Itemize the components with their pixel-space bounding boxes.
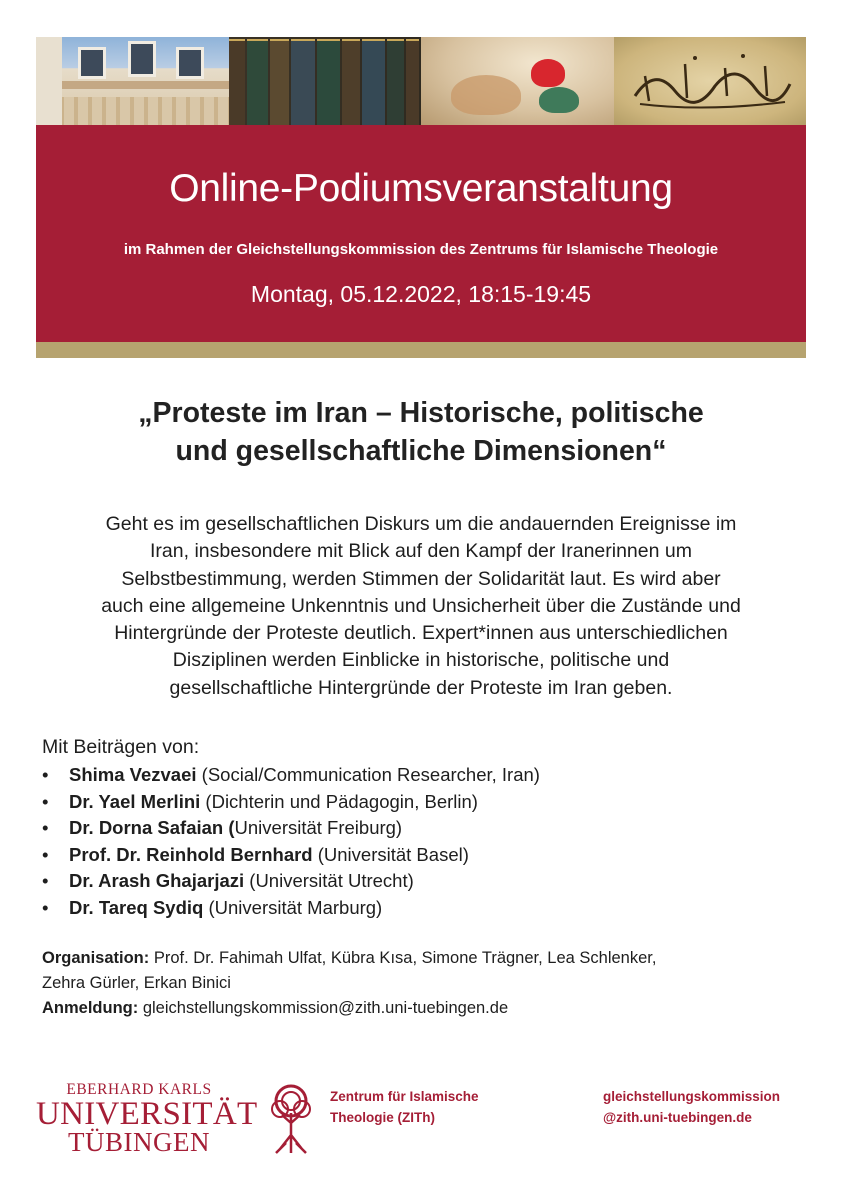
description-line: Iran, insbesondere mit Blick auf den Kampf der Iranerinnen um	[150, 540, 692, 563]
gold-divider-band	[36, 342, 806, 358]
tree-logo-icon	[268, 1083, 314, 1155]
contributors-heading: Mit Beiträgen von:	[42, 736, 200, 758]
speaker-item	[42, 895, 540, 922]
dervish-photo	[421, 37, 614, 125]
speaker-item	[42, 789, 540, 816]
university-logo-line: EBERHARD KARLS	[66, 1081, 212, 1098]
description-line: Hintergründe der Proteste deutlich. Expert*innen aus unterschiedlichen	[114, 622, 728, 645]
books-photo	[229, 37, 422, 125]
description-line: Geht es im gesellschaftlichen Diskurs um die andauernden Ereignisse im	[105, 513, 737, 535]
description-line: gesellschaftliche Hintergründe der Proteste im Iran geben.	[169, 676, 673, 699]
speaker-affiliation: (Dichterin und Pädagogin, Berlin)	[200, 790, 478, 812]
university-logo	[36, 1081, 258, 1157]
building-photo	[36, 37, 229, 125]
calligraphy-photo	[614, 37, 807, 125]
event-title	[40, 394, 802, 470]
event-description	[36, 511, 806, 702]
speaker-item	[42, 868, 540, 895]
bullet-icon: •	[42, 817, 49, 838]
bullet-icon: •	[42, 896, 49, 918]
speaker-name: Shima Vezvaei	[69, 764, 197, 785]
event-title-line: und gesellschaftliche Dimensionen“	[175, 435, 667, 467]
event-context-subtitle: im Rahmen der Gleichstellungskommission des Zentrums für Islamische Theologie	[123, 241, 719, 258]
speaker-affiliation: (Universität Marburg)	[203, 896, 383, 918]
organisation-line	[42, 946, 812, 971]
speaker-affiliation: (Social/Communication Researcher, Iran)	[196, 764, 540, 785]
organisation-line: Zehra Gürler, Erkan Binici	[42, 974, 231, 992]
speaker-item	[42, 762, 540, 789]
speaker-name: Prof. Dr. Reinhold Bernhard	[69, 843, 313, 865]
event-title-line: „Proteste im Iran – Historische, politische	[138, 397, 704, 429]
speaker-affiliation: (Universität Utrecht)	[244, 870, 414, 891]
footer-email-line: gleichstellungskommission	[603, 1089, 781, 1104]
bullet-icon: •	[42, 870, 49, 891]
center-name-line: Theologie (ZITh)	[330, 1110, 435, 1125]
bullet-icon: •	[42, 764, 49, 785]
bullet-icon: •	[42, 790, 49, 812]
speaker-name: Dr. Arash Ghajarjazi	[69, 870, 245, 891]
footer-email-line: @zith.uni-tuebingen.de	[603, 1110, 752, 1125]
description-line: Disziplinen werden Einblicke in historische, politische und	[172, 649, 670, 672]
calligraphy-icon	[625, 46, 795, 116]
organisation-info	[42, 946, 812, 1021]
title-banner	[36, 125, 806, 342]
speaker-affiliation: (Universität Basel)	[312, 843, 469, 865]
center-name-line: Zentrum für Islamische	[330, 1089, 479, 1104]
registration-email-link[interactable]: gleichstellungskommission@zith.uni-tuebingen.de	[138, 999, 509, 1017]
speaker-affiliation: Universität Freiburg)	[234, 817, 403, 838]
center-name	[330, 1086, 479, 1128]
description-line: auch eine allgemeine Unkenntnis und Unsicherheit über die Zustände und	[101, 594, 741, 617]
organisation-label: Organisation:	[42, 949, 150, 967]
speaker-name: Dr. Tareq Sydiq	[69, 896, 204, 918]
speaker-item	[42, 815, 540, 842]
speaker-name: Dr. Yael Merlini	[69, 790, 201, 812]
description-line: Selbstbestimmung, werden Stimmen der Solidarität laut. Es wird aber	[121, 567, 721, 590]
speaker-item	[42, 842, 540, 869]
university-logo-line: TÜBINGEN	[68, 1127, 210, 1157]
event-date: Montag, 05.12.2022, 18:15-19:45	[250, 281, 592, 307]
footer-email[interactable]	[603, 1086, 780, 1128]
registration-label: Anmeldung:	[42, 999, 139, 1017]
university-logo-line: UNIVERSITÄT	[36, 1096, 258, 1132]
bullet-icon: •	[42, 843, 49, 865]
speaker-list	[42, 762, 540, 921]
speaker-name: Dr. Dorna Safaian (	[69, 817, 235, 838]
organisation-names: Prof. Dr. Fahimah Ulfat, Kübra Kısa, Simone Trägner, Lea Schlenker,	[149, 949, 657, 967]
event-type-title: Online-Podiumsveranstaltung	[169, 167, 673, 210]
registration-line	[42, 996, 812, 1021]
header-photo-strip	[36, 37, 806, 125]
